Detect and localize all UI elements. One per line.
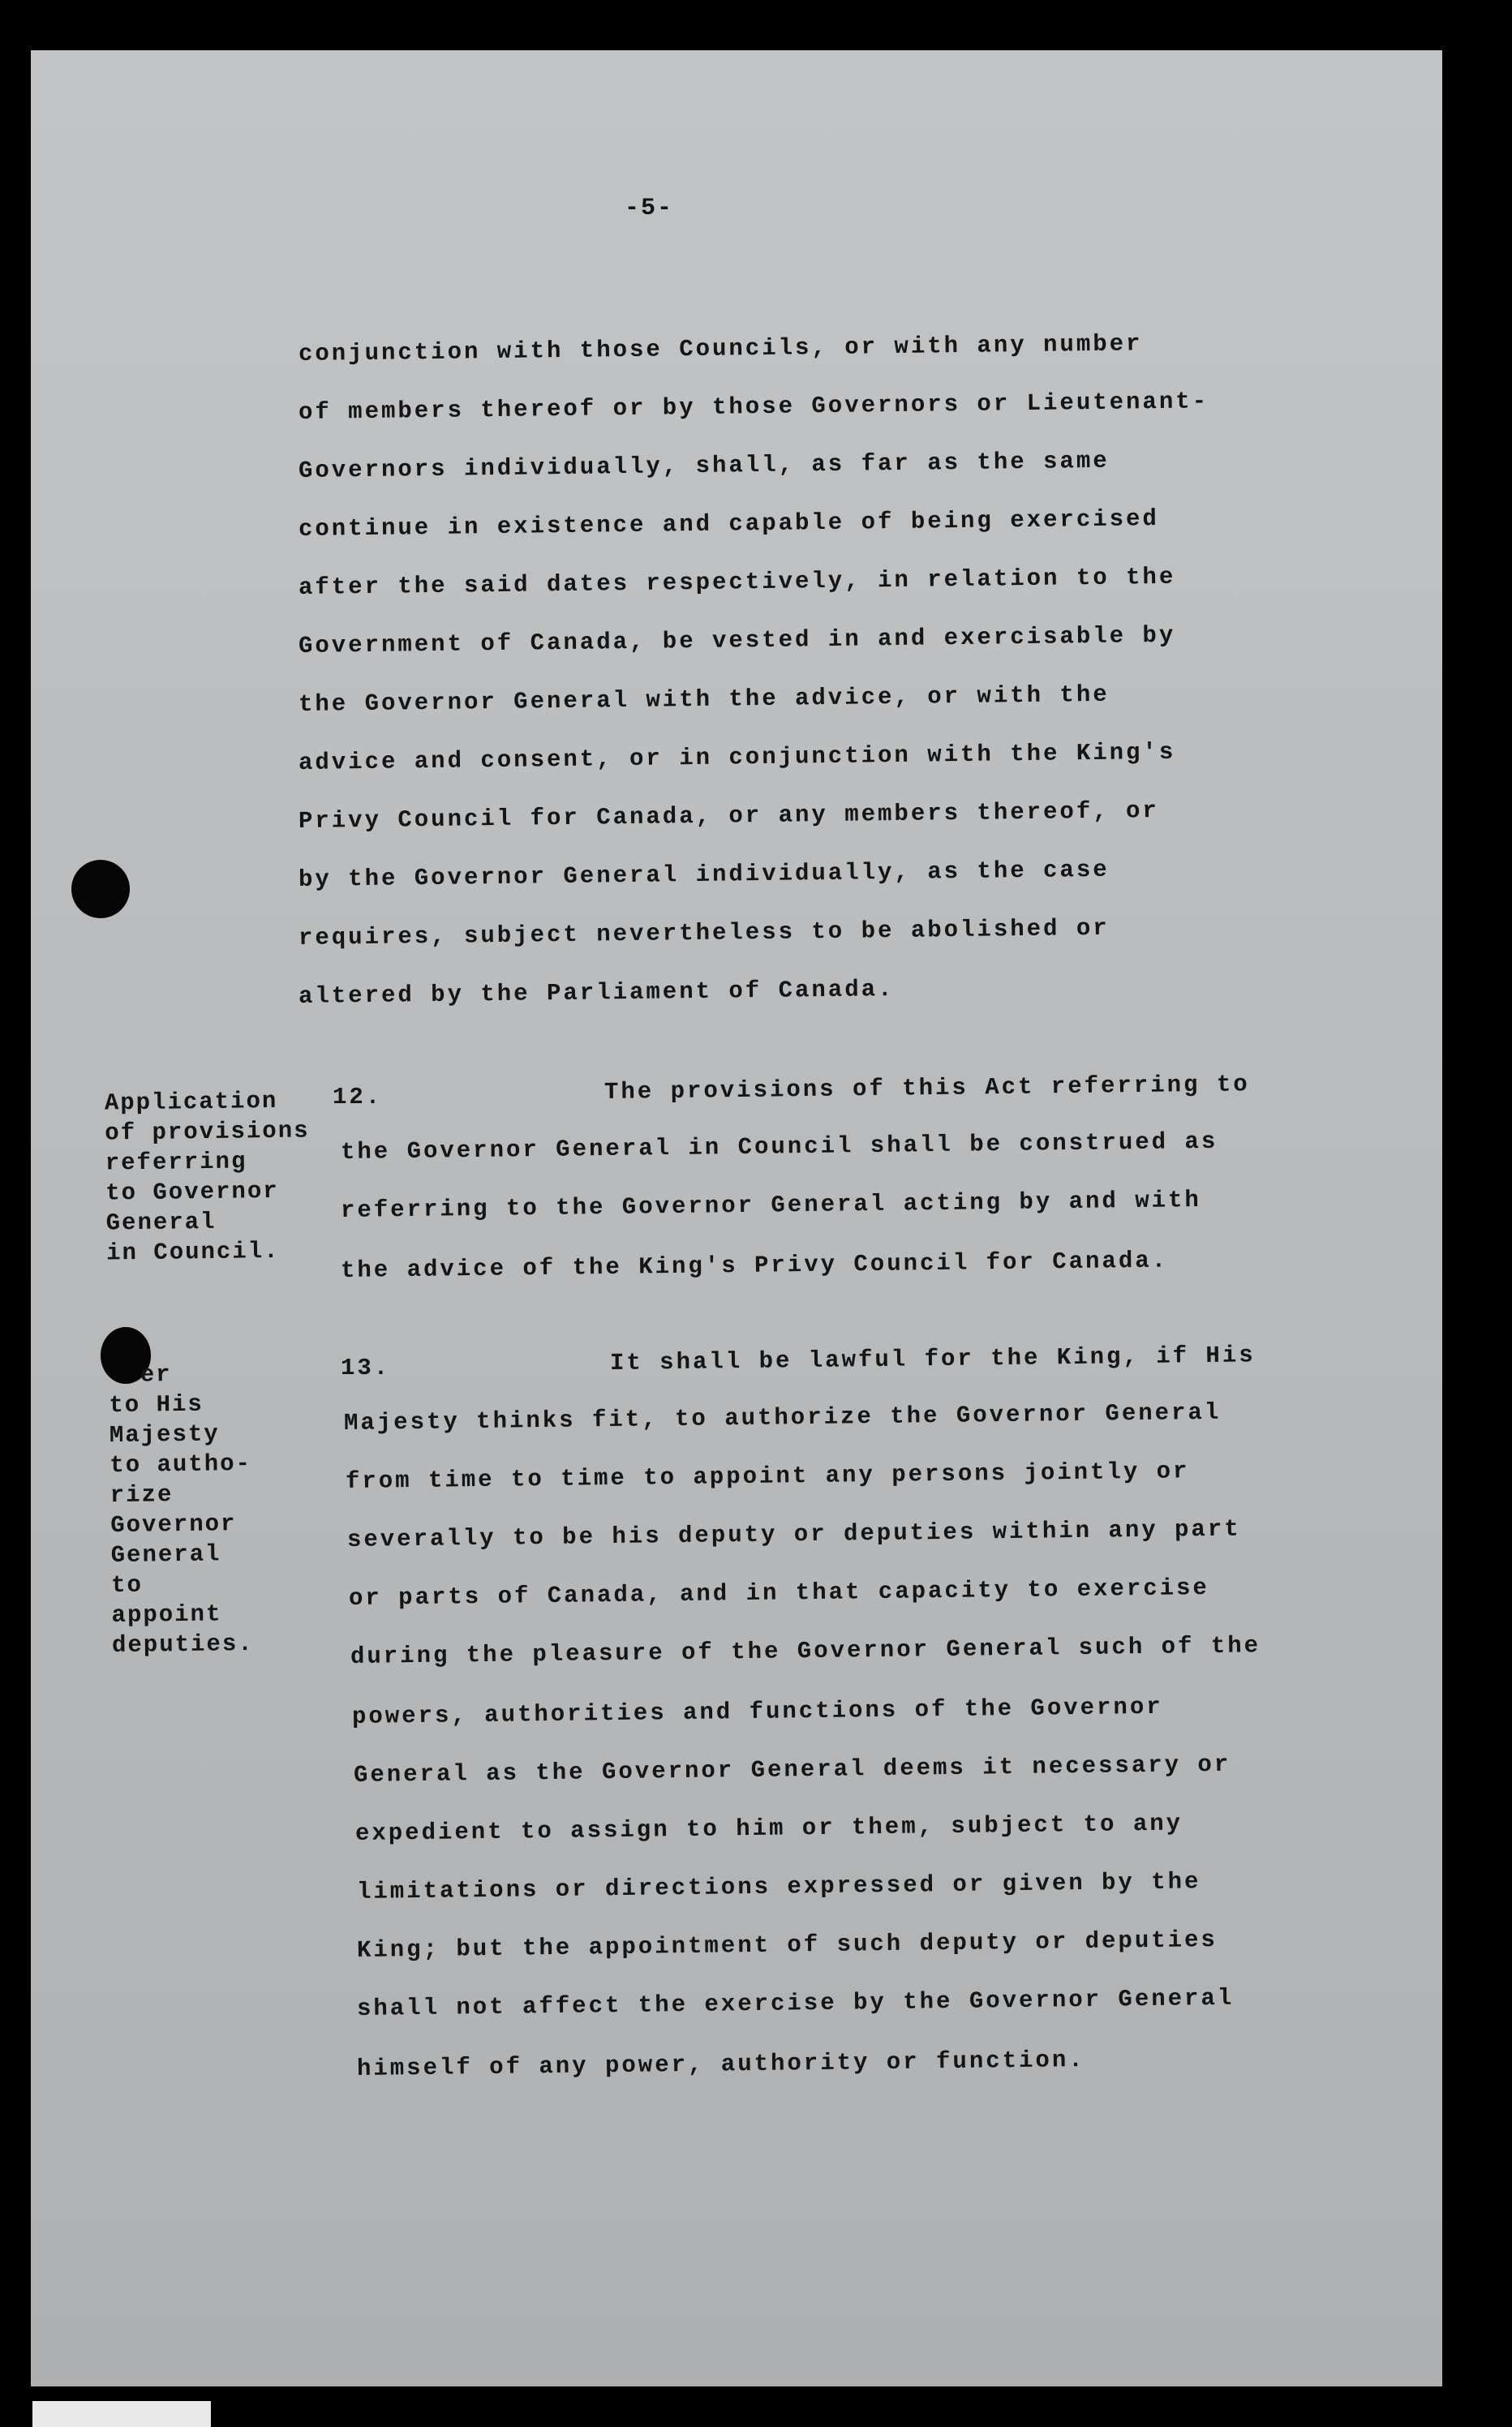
text-line: of members thereof or by those Governors or Lieutenant-	[298, 388, 1209, 426]
text-line: Majesty thinks fit, to authorize the Governor General	[343, 1398, 1222, 1437]
text-line: referring to the Governor General acting by and with	[340, 1187, 1202, 1224]
section-13-first-line: It shall be lawful for the King, if His	[609, 1342, 1256, 1377]
text-line: conjunction with those Councils, or with any number	[298, 330, 1143, 367]
text-line: himself of any power, authority or function.	[356, 2047, 1085, 2082]
section-number-12: 12.	[333, 1084, 383, 1110]
text-line: expedient to assign to him or them, subject to any	[354, 1810, 1183, 1847]
text-line: or parts of Canada, and in that capacity to exercise	[348, 1574, 1210, 1612]
text-line: severally to be his deputy or deputies within any part	[346, 1515, 1241, 1553]
scan-edge-strip	[32, 2401, 211, 2427]
margin-note-section-12: Application of provisions referring to Governor General in Council.	[104, 1087, 310, 1267]
text-line: the Governor General in Council shall be construed as	[340, 1128, 1218, 1166]
text-line: by the Governor General individually, as the case	[298, 856, 1110, 893]
text-line: during the pleasure of the Governor General such of the	[350, 1632, 1261, 1670]
text-line: powers, authorities and functions of the Governor	[351, 1693, 1163, 1730]
text-line: continue in existence and capable of being exercised	[298, 505, 1160, 543]
margin-note-section-13: er to His Majesty to autho- rize Governor General to appoint deputies.	[108, 1361, 254, 1660]
text-line: altered by the Parliament of Canada.	[298, 976, 895, 1010]
text-line: General as the Governor General deems it necessary or	[353, 1750, 1231, 1789]
section-12-first-line: The provisions of this Act referring to	[604, 1071, 1250, 1106]
text-line: from time to time to appoint any persons jointly or	[345, 1458, 1190, 1495]
text-line: limitations or directions expressed or given by the	[356, 1868, 1201, 1905]
text-line: Government of Canada, be vested in and exercisable by	[298, 621, 1176, 659]
section-number-13: 13.	[341, 1355, 391, 1381]
text-line: Privy Council for Canada, or any members thereof, or	[298, 797, 1160, 835]
text-line: the advice of the King's Privy Council for Canada.	[340, 1247, 1169, 1284]
text-line: the Governor General with the advice, or with the	[298, 681, 1110, 718]
text-line: Governors individually, shall, as far as the same	[298, 447, 1110, 484]
text-line: advice and consent, or in conjunction with the King's	[298, 738, 1176, 776]
text-line: requires, subject nevertheless to be abolished or	[298, 914, 1110, 951]
text-line: after the said dates respectively, in relation to the	[298, 563, 1176, 601]
punch-hole	[71, 860, 130, 918]
text-line: King; but the appointment of such deputy or deputies	[356, 1927, 1218, 1964]
text-line: shall not affect the exercise by the Governor General	[356, 1984, 1235, 2022]
page-number: -5-	[625, 195, 674, 222]
